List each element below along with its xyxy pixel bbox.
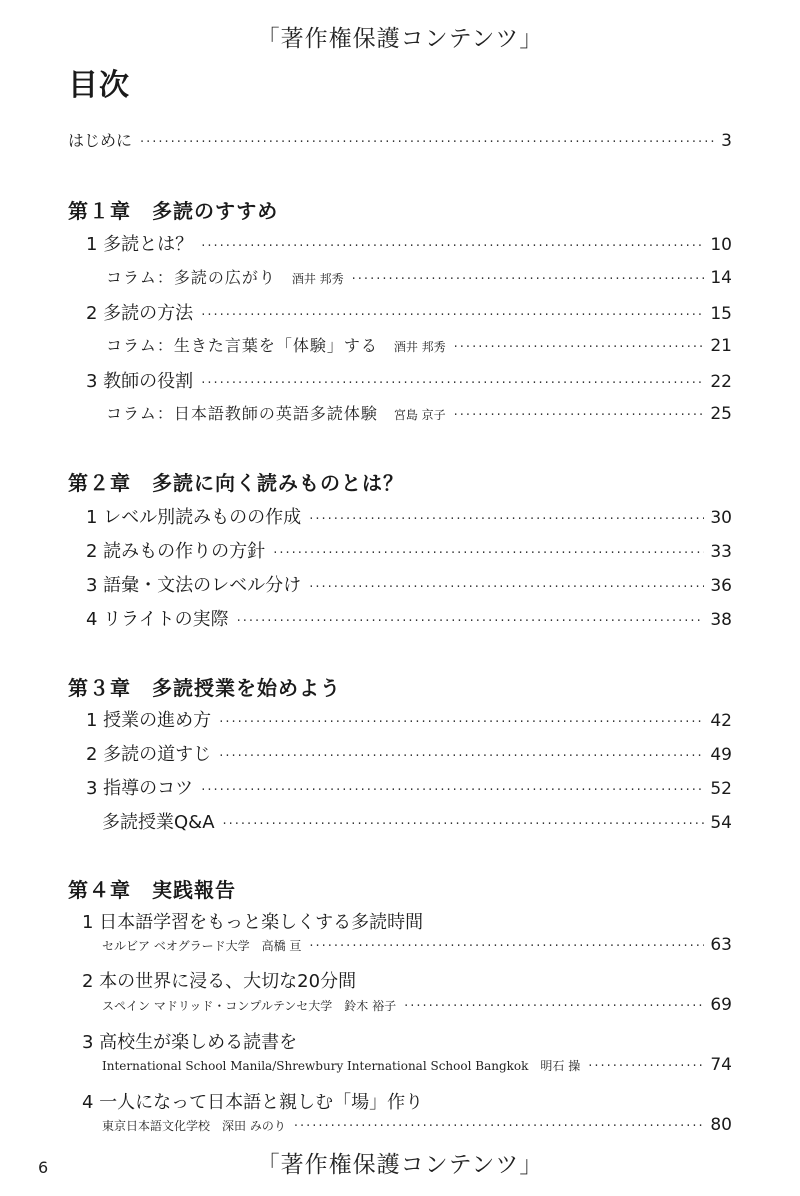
toc-page-number: 69 <box>710 995 732 1015</box>
toc-page-number: 36 <box>710 576 732 596</box>
watermark-top: 「著作権保護コンテンツ」 <box>256 26 544 52</box>
dot-leader <box>309 939 704 954</box>
toc-entry-label: 多読授業Q&A <box>102 812 215 833</box>
toc-entry-label: 1 レベル別読みものの作成 <box>86 507 302 528</box>
report-title[interactable]: 1 日本語学習をもっと楽しくする多読時間 <box>82 912 424 933</box>
toc-page-number: 52 <box>710 779 732 799</box>
toc-entry[interactable] <box>86 503 732 531</box>
toc-page-number: 54 <box>710 813 732 833</box>
toc-author: 酒井 邦秀 <box>291 272 344 286</box>
dot-leader <box>237 614 705 629</box>
chapter-heading-1: 第１章 多読のすすめ <box>68 199 279 223</box>
dot-leader <box>352 272 705 287</box>
dot-leader <box>201 376 704 391</box>
toc-page-number: 49 <box>710 745 732 765</box>
report-entry[interactable] <box>102 995 732 1023</box>
page-title: 目次 <box>68 68 130 103</box>
dot-leader <box>219 749 704 764</box>
toc-entry-label: 1 授業の進め方 <box>86 710 212 731</box>
toc-entry-label: コラム：日本語教師の英語多読体験 <box>106 404 378 423</box>
chapter-heading-2: 第２章 多読に向く読みものとは？ <box>68 471 404 495</box>
toc-entry-label: 2 多読の方法 <box>86 303 194 324</box>
dot-leader <box>294 1119 705 1134</box>
dot-leader <box>140 135 715 150</box>
toc-entry-label: はじめに <box>68 131 133 150</box>
dot-leader <box>223 817 705 832</box>
toc-page-number: 42 <box>710 711 732 731</box>
toc-entry-label: 1 多読とは？ <box>86 234 194 255</box>
toc-entry[interactable] <box>86 706 732 734</box>
toc-entry[interactable] <box>86 774 732 802</box>
chapter-heading-4: 第４章 実践報告 <box>68 878 236 902</box>
dot-leader <box>201 308 704 323</box>
report-title[interactable]: 3 高校生が楽しめる読書を <box>82 1032 298 1053</box>
toc-entry-label: 2 読みもの作りの方針 <box>86 541 266 562</box>
toc-page-number: 14 <box>710 268 732 288</box>
toc-entry[interactable] <box>86 367 732 395</box>
toc-page-number: 74 <box>710 1055 732 1075</box>
report-affiliation: International School Manila/Shrewbury International School Bangkok 明石 操 <box>102 1059 581 1073</box>
toc-entry[interactable] <box>86 740 732 768</box>
toc-entry-label: 3 語彙・文法のレベル分け <box>86 575 302 596</box>
toc-page-number: 33 <box>710 542 732 562</box>
report-affiliation: 東京日本語文化学校 深田 みのり <box>102 1119 286 1133</box>
toc-page-number: 10 <box>710 235 732 255</box>
dot-leader <box>454 340 705 355</box>
toc-page-number: 80 <box>710 1115 732 1135</box>
toc-author: 宮島 京子 <box>393 408 446 422</box>
toc-column-entry[interactable] <box>106 333 732 361</box>
toc-column-entry[interactable] <box>106 265 732 293</box>
page-number: 6 <box>38 1158 49 1177</box>
toc-page-number: 63 <box>710 935 732 955</box>
toc-entry-label: 2 多読の道すじ <box>86 744 212 765</box>
report-entry[interactable] <box>102 1055 732 1083</box>
dot-leader <box>454 408 705 423</box>
dot-leader <box>273 546 704 561</box>
toc-entry-label: コラム：多読の広がり <box>106 268 276 287</box>
watermark-bottom: 「著作権保護コンテンツ」 <box>256 1152 544 1178</box>
toc-entry[interactable] <box>86 571 732 599</box>
toc-page-number: 30 <box>710 508 732 528</box>
report-affiliation: スペイン マドリッド・コンプルテンセ大学 鈴木 裕子 <box>102 999 397 1013</box>
toc-author: 酒井 邦秀 <box>393 340 446 354</box>
dot-leader <box>404 999 704 1014</box>
toc-page-number: 38 <box>710 610 732 630</box>
dot-leader <box>219 715 704 730</box>
toc-entry[interactable] <box>86 605 732 633</box>
report-entry[interactable] <box>102 1115 732 1143</box>
report-entry[interactable] <box>102 935 732 963</box>
toc-page-number: 3 <box>721 131 732 151</box>
toc-entry-qa[interactable] <box>102 808 732 836</box>
chapter-heading-3: 第３章 多読授業を始めよう <box>68 676 341 700</box>
dot-leader <box>309 512 704 527</box>
dot-leader <box>588 1059 704 1074</box>
toc-page-number: 15 <box>710 304 732 324</box>
toc-entry[interactable] <box>86 537 732 565</box>
toc-entry-label: 3 指導のコツ <box>86 778 194 799</box>
dot-leader <box>309 580 704 595</box>
toc-page-number: 21 <box>710 336 732 356</box>
toc-entry[interactable] <box>86 230 732 258</box>
toc-entry-label: コラム：生きた言葉を「体験」する <box>106 336 378 355</box>
toc-entry-label: 4 リライトの実際 <box>86 609 229 630</box>
report-title[interactable]: 2 本の世界に浸る、大切な20分間 <box>82 971 357 992</box>
toc-entry-intro[interactable] <box>68 128 732 156</box>
report-affiliation: セルビア ベオグラード大学 高橋 亘 <box>102 939 302 953</box>
toc-entry[interactable] <box>86 299 732 327</box>
dot-leader <box>201 239 704 254</box>
toc-column-entry[interactable] <box>106 401 732 429</box>
toc-page-number: 22 <box>710 372 732 392</box>
toc-entry-label: 3 教師の役割 <box>86 371 194 392</box>
toc-page-number: 25 <box>710 404 732 424</box>
report-title[interactable]: 4 一人になって日本語と親しむ「場」作り <box>82 1092 424 1113</box>
dot-leader <box>201 783 704 798</box>
